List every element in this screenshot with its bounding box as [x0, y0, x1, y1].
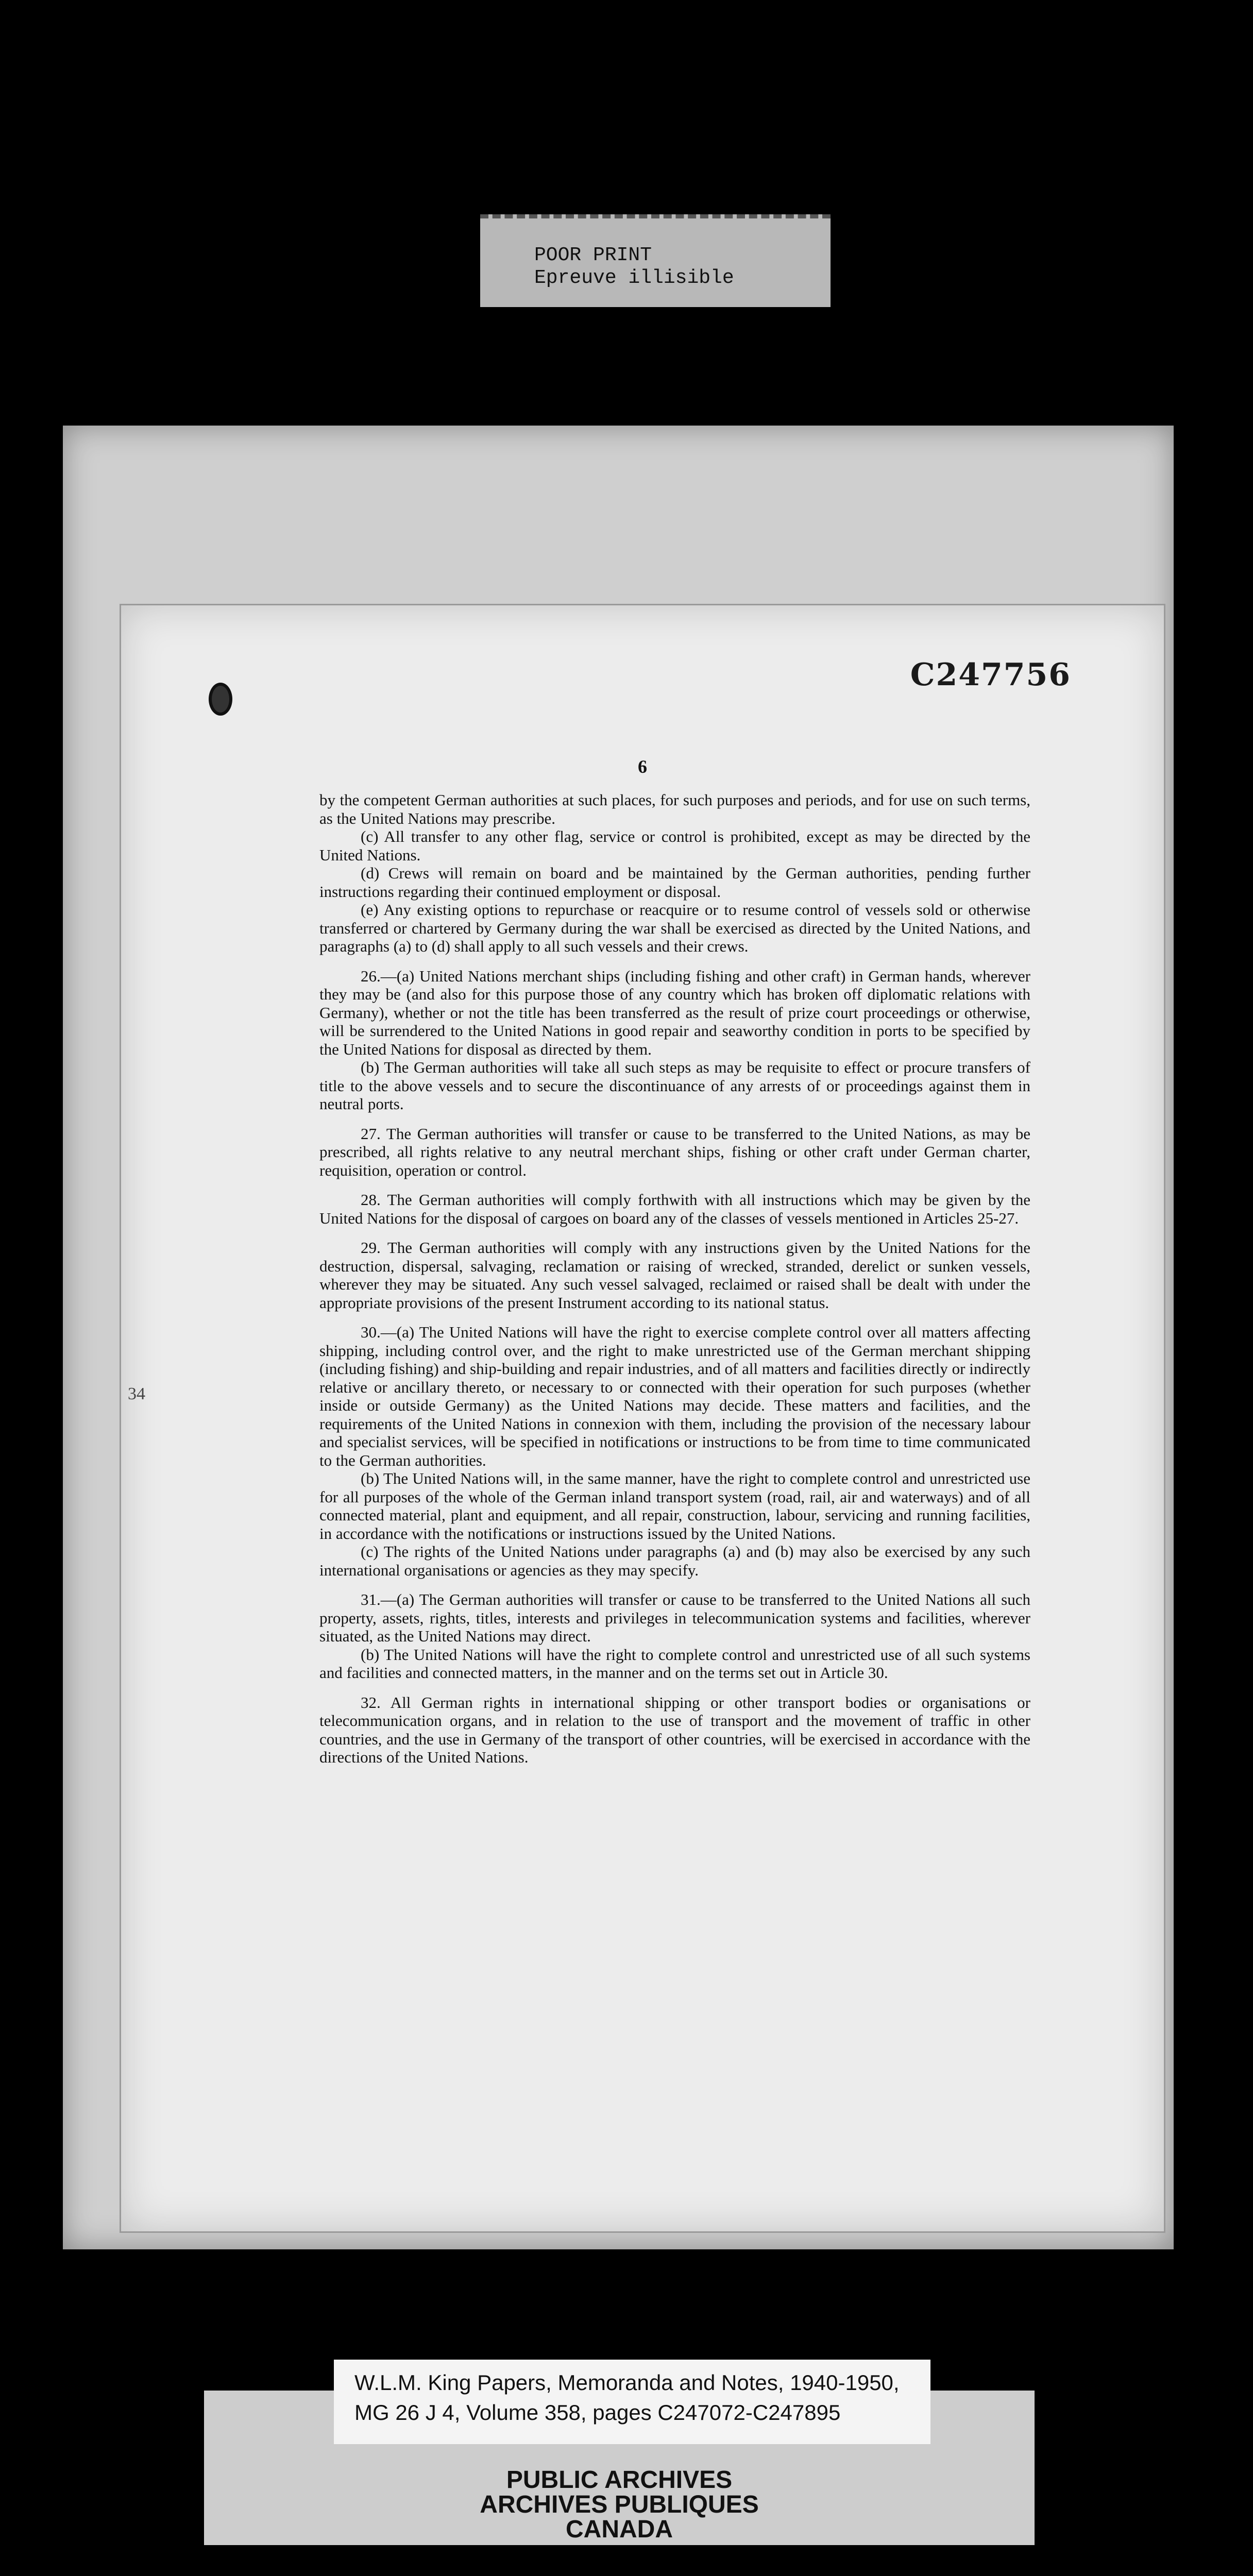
margin-mark: 34	[128, 1384, 145, 1403]
document-body	[319, 791, 1030, 1767]
archives-line-1: PUBLIC ARCHIVES	[506, 2466, 733, 2494]
paragraph: (c) All transfer to any other flag, service or control is prohibited, except as may be directed by the United Nations.	[319, 827, 1030, 864]
page-number: 6	[638, 756, 647, 777]
archives-line-3: CANADA	[566, 2516, 673, 2543]
poor-print-label	[480, 214, 831, 307]
punch-hole	[209, 683, 232, 716]
archives-line-2: ARCHIVES PUBLIQUES	[480, 2491, 759, 2518]
source-caption	[334, 2360, 930, 2444]
paragraph: (e) Any existing options to repurchase or reacquire or to resume control of vessels sold or otherwise transferred or chartered by Germany during the war shall be exercised as directed by the United Nations, and paragraphs (a) to (d) shall apply to all such vessels and their crews.	[319, 901, 1030, 955]
paragraph: (b) The United Nations will have the right to complete control and unrestricted use of all such systems and facilities and connected matters, in the manner and on the terms set out in Article 30.	[319, 1645, 1030, 1682]
archives-stamp	[204, 2468, 1035, 2542]
article-30: 30.—(a) The United Nations will have the right to exercise complete control over all matters affecting shipping, including control over, and the right to make unrestricted use of the German merchant shipping (including fishing) and ship-building and repair industries, and of all matters and facilities directly or indirectly relative or ancillary thereto, or necessary to or connected with their operation for such purposes (whether inside or outside Germany) as the United Nations may decide. These matters and facilities, and the requirements of the United Nations in connexion with them, including the provision of the necessary labour and specialist services, will be specified in notifications or instructions to be from time to time communicated to the German authorities.	[319, 1323, 1030, 1469]
reference-number: C247756	[910, 657, 1071, 693]
article-27: 27. The German authorities will transfer or cause to be transferred to the United Nations, as may be prescribed, all rights relative to any neutral merchant ships, fishing or other craft under German charter, requisition, operation or control.	[319, 1124, 1030, 1179]
paragraph: (c) The rights of the United Nations under paragraphs (a) and (b) may also be exercised by any such international organisations or agencies as they may specify.	[319, 1543, 1030, 1579]
article-32: 32. All German rights in international shipping or other transport bodies or organisations or telecommunication organs, and in relation to the use of transport and the movement of traffic in other countries, and the use in Germany of the transport of other countries, will be exercised in accordance with the directions of the United Nations.	[319, 1693, 1030, 1766]
caption-line-2: MG 26 J 4, Volume 358, pages C247072-C247895	[354, 2400, 841, 2425]
poor-print-line-1: POOR PRINT	[534, 244, 652, 266]
paragraph: (d) Crews will remain on board and be maintained by the German authorities, pending further instructions regarding their continued employment or disposal.	[319, 864, 1030, 901]
poor-print-line-2: Epreuve illisible	[534, 267, 734, 289]
article-26: 26.—(a) United Nations merchant ships (including fishing and other craft) in German hands, wherever they may be (and also for this purpose those of any country which has broken off diplomatic relations with Germany), whether or not the title has been transferred as the result of prize court proceedings or otherwise, will be surrendered to the United Nations in good repair and seaworthy condition in ports to be specified by the United Nations for disposal as directed by them.	[319, 967, 1030, 1058]
caption-line-1: W.L.M. King Papers, Memoranda and Notes, 1940-1950,	[354, 2370, 900, 2395]
article-29: 29. The German authorities will comply with any instructions given by the United Nations for the destruction, dispersal, salvaging, reclamation or raising of wrecked, stranded, derelict or sunken vessels, wherever they may be situated. Any such vessel salvaged, reclaimed or raised shall be dealt with under the appropriate provisions of the present Instrument according to its national status.	[319, 1239, 1030, 1312]
paragraph: (b) The United Nations will, in the same manner, have the right to complete control and unrestricted use for all purposes of the whole of the German inland transport system (road, rail, air and waterways) and of all connected material, plant and equipment, and all repair, construction, labour, servicing and running facilities, in accordance with the notifications or instructions issued by the United Nations.	[319, 1469, 1030, 1543]
paragraph: by the competent German authorities at such places, for such purposes and periods, and for use on such terms, as the United Nations may prescribe.	[319, 791, 1030, 827]
article-28: 28. The German authorities will comply forthwith with all instructions which may be given by the United Nations for the disposal of cargoes on board any of the classes of vessels mentioned in Articles 25-27.	[319, 1191, 1030, 1227]
paragraph: (b) The German authorities will take all such steps as may be requisite to effect or procure transfers of title to the above vessels and to secure the discontinuance of any arrests of or proceedings against them in neutral ports.	[319, 1058, 1030, 1113]
document-page	[120, 604, 1165, 2233]
article-31: 31.—(a) The German authorities will transfer or cause to be transferred to the United Nations all such property, assets, rights, titles, interests and privileges in telecommunication systems and facilities, wherever situated, as the United Nations may direct.	[319, 1590, 1030, 1645]
